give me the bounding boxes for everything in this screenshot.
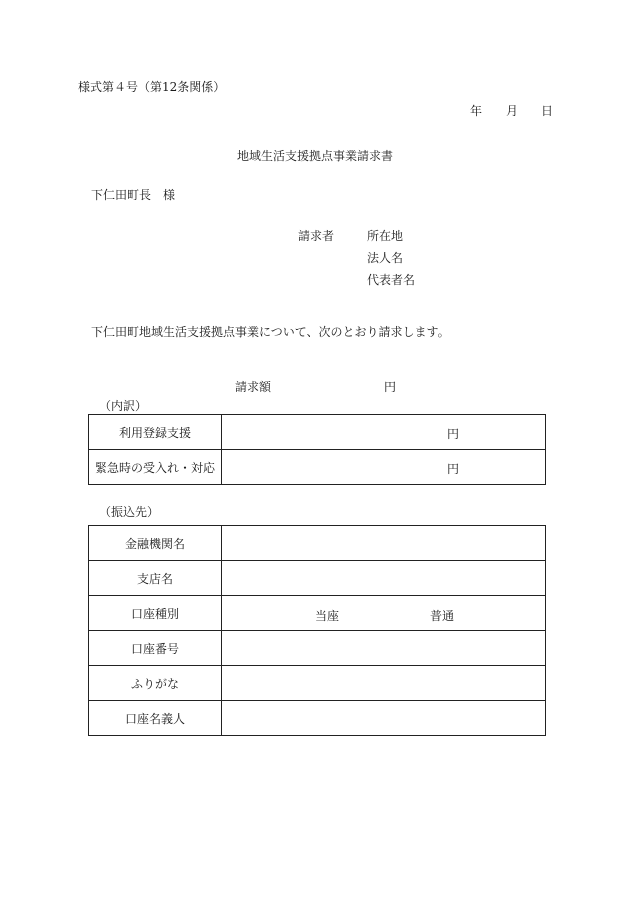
breakdown-label-emergency: 緊急時の受入れ・対応: [89, 450, 222, 485]
transfer-value-account-holder[interactable]: [222, 701, 546, 736]
date-day-label: 日: [541, 104, 554, 118]
addressee: 下仁田町長 様: [91, 188, 176, 202]
transfer-value-branch[interactable]: [222, 561, 546, 596]
amount-unit: 円: [384, 380, 397, 394]
table-row: [89, 596, 546, 631]
table-row: [89, 561, 546, 596]
breakdown-value-registration[interactable]: [222, 415, 546, 450]
requester-field-address: 所在地: [367, 229, 404, 243]
transfer-label-furigana: ふりがな: [89, 666, 222, 701]
transfer-label-account-type: 口座種別: [89, 596, 222, 631]
transfer-label-branch: 支店名: [89, 561, 222, 596]
breakdown-label-registration: 利用登録支援: [89, 415, 222, 450]
transfer-value-account-type[interactable]: [222, 596, 546, 631]
document-title: 地域生活支援拠点事業請求書: [236, 149, 393, 163]
amount-label: 請求額: [235, 380, 272, 394]
table-row: [89, 701, 546, 736]
transfer-label-bank: 金融機関名: [89, 526, 222, 561]
transfer-value-account-number[interactable]: [222, 631, 546, 666]
requester-label: 請求者: [298, 229, 335, 243]
date-year-label: 年: [470, 104, 483, 118]
transfer-label-account-number: 口座番号: [89, 631, 222, 666]
breakdown-section-label: （内訳）: [99, 399, 148, 413]
table-row: [89, 415, 546, 450]
date-month-label: 月: [506, 104, 519, 118]
breakdown-table: [88, 414, 546, 485]
table-row: [89, 526, 546, 561]
requester-field-representative: 代表者名: [367, 273, 416, 287]
request-statement: 下仁田町地域生活支援拠点事業について、次のとおり請求します。: [91, 325, 450, 339]
requester-field-corporation: 法人名: [367, 251, 404, 265]
form-number: 様式第４号（第12条関係）: [78, 80, 226, 94]
transfer-value-furigana[interactable]: [222, 666, 546, 701]
transfer-value-bank[interactable]: [222, 526, 546, 561]
table-row: [89, 450, 546, 485]
yen-unit: 円: [447, 462, 460, 476]
transfer-section-label: （振込先）: [99, 505, 160, 519]
account-type-option-current[interactable]: 当座: [315, 609, 340, 623]
table-row: [89, 631, 546, 666]
table-row: [89, 666, 546, 701]
transfer-table: [88, 525, 546, 736]
account-type-option-ordinary[interactable]: 普通: [430, 609, 455, 623]
transfer-label-account-holder: 口座名義人: [89, 701, 222, 736]
yen-unit: 円: [447, 427, 460, 441]
breakdown-value-emergency[interactable]: [222, 450, 546, 485]
